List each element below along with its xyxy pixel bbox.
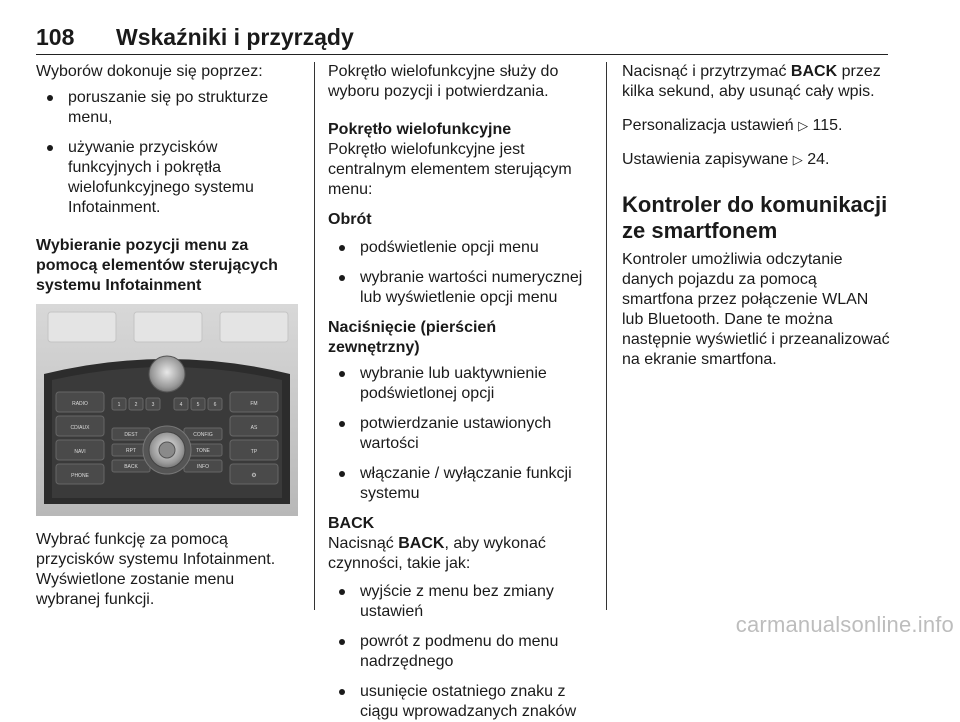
list-item: podświetlenie opcji menu (328, 238, 590, 258)
bullet-icon (339, 421, 345, 427)
bullet-icon (339, 245, 345, 251)
bullet-icon (339, 639, 345, 645)
list-item: poruszanie się po strukturze menu, (36, 88, 301, 128)
body-text: Pokrętło wielofunkcyjne jest centralnym elementem sterującym menu: (328, 141, 572, 198)
intro-text: Wyborów dokonuje się poprzez: (36, 63, 263, 80)
radio-button-label: RADIO (72, 401, 88, 407)
cross-reference: Personalizacja ustawień ▷ 115. (622, 117, 843, 134)
bullet-icon (339, 371, 345, 377)
svg-text:BACK: BACK (124, 464, 138, 470)
navi-button-label: NAVI (74, 449, 86, 455)
tp-button-label: TP (250, 449, 258, 455)
body-text: Kontroler umożliwia odczytanie danych pojazdu za pomocą smartfona przez połączenie WLAN lub Bluetooth. Dane te można następnie wyświetlić i przeanalizować na ekranie smartfona. (622, 251, 890, 368)
page-number: 108 (36, 24, 75, 50)
column-1 (36, 62, 301, 624)
infotainment-panel-photo (36, 304, 298, 516)
cd-aux-button-label: CD/AUX (70, 425, 90, 431)
list-item: potwierdzanie ustawionych wartości (328, 414, 590, 454)
section-heading: Kontroler do komunikacji ze smartfonem (622, 192, 888, 243)
back-heading: BACK (328, 515, 375, 532)
svg-text:6: 6 (213, 402, 217, 408)
list-item: powrót z podmenu do menu nadrzędnego (328, 632, 590, 672)
svg-text:1: 1 (117, 402, 121, 408)
body-text: Nacisnąć BACK, aby wykonać czynności, takie jak: (328, 535, 546, 572)
fm-button-label: FM (250, 401, 258, 407)
phone-button-label: PHONE (71, 473, 89, 479)
body-text: Nacisnąć i przytrzymać BACK przez kilka sekund, aby usunąć cały wpis. (622, 63, 881, 100)
bullet-icon (339, 471, 345, 477)
list-item: używanie przycisków funkcyjnych i pokrętła wielofunkcyjnego systemu Infotainment. (36, 138, 301, 218)
bullet-icon (339, 275, 345, 281)
press-heading: Naciśnięcie (pierścień zewnętrzny) (328, 319, 497, 356)
obrot-heading: Obrót (328, 211, 372, 228)
column-3 (622, 62, 892, 384)
svg-text:4: 4 (179, 402, 183, 408)
watermark: carmanualsonline.info (735, 612, 954, 637)
svg-text:5: 5 (196, 402, 200, 408)
page-header (36, 22, 888, 55)
column-divider (606, 62, 607, 610)
svg-text:RPT: RPT (126, 448, 136, 454)
list-item: wybranie wartości numerycznej lub wyświetlenie opcji menu (328, 268, 590, 308)
svg-text:INFO: INFO (197, 464, 209, 470)
bullet-icon (339, 589, 345, 595)
bullet-icon (47, 95, 53, 101)
section-subheading: Wybieranie pozycji menu za pomocą elementów sterujących systemu Infotainment (36, 237, 278, 294)
chapter-title: Wskaźniki i przyrządy (116, 24, 354, 50)
page-reference-icon: ▷ (798, 118, 809, 133)
svg-text:2: 2 (134, 402, 138, 408)
list-item: usunięcie ostatniego znaku z ciągu wprowadzanych znaków (328, 682, 590, 722)
intro-text: Pokrętło wielofunkcyjne służy do wyboru pozycji i potwierdzania. (328, 63, 559, 100)
as-button-label: AS (250, 425, 258, 431)
column-2 (328, 62, 590, 722)
svg-text:3: 3 (151, 402, 155, 408)
photo-caption: Wybrać funkcję za pomocą przycisków systemu Infotainment. Wyświetlone zostanie menu wybranej funkcji. (36, 531, 276, 608)
list-item: wyjście z menu bez zmiany ustawień (328, 582, 590, 622)
list-item: wybranie lub uaktywnienie podświetlonej opcji (328, 364, 590, 404)
column-divider (314, 62, 315, 610)
cross-reference: Ustawienia zapisywane ▷ 24. (622, 151, 830, 168)
svg-text:DEST: DEST (124, 432, 138, 438)
page-reference-icon: ▷ (792, 152, 803, 167)
section-subheading: Pokrętło wielofunkcyjne (328, 121, 512, 138)
bullet-icon (339, 689, 345, 695)
svg-text:CONFIG: CONFIG (193, 432, 213, 438)
bullet-icon (47, 145, 53, 151)
settings-icon: ⚙ (251, 473, 257, 479)
list-item: włączanie / wyłączanie funkcji systemu (328, 464, 590, 504)
svg-text:TONE: TONE (196, 448, 210, 454)
